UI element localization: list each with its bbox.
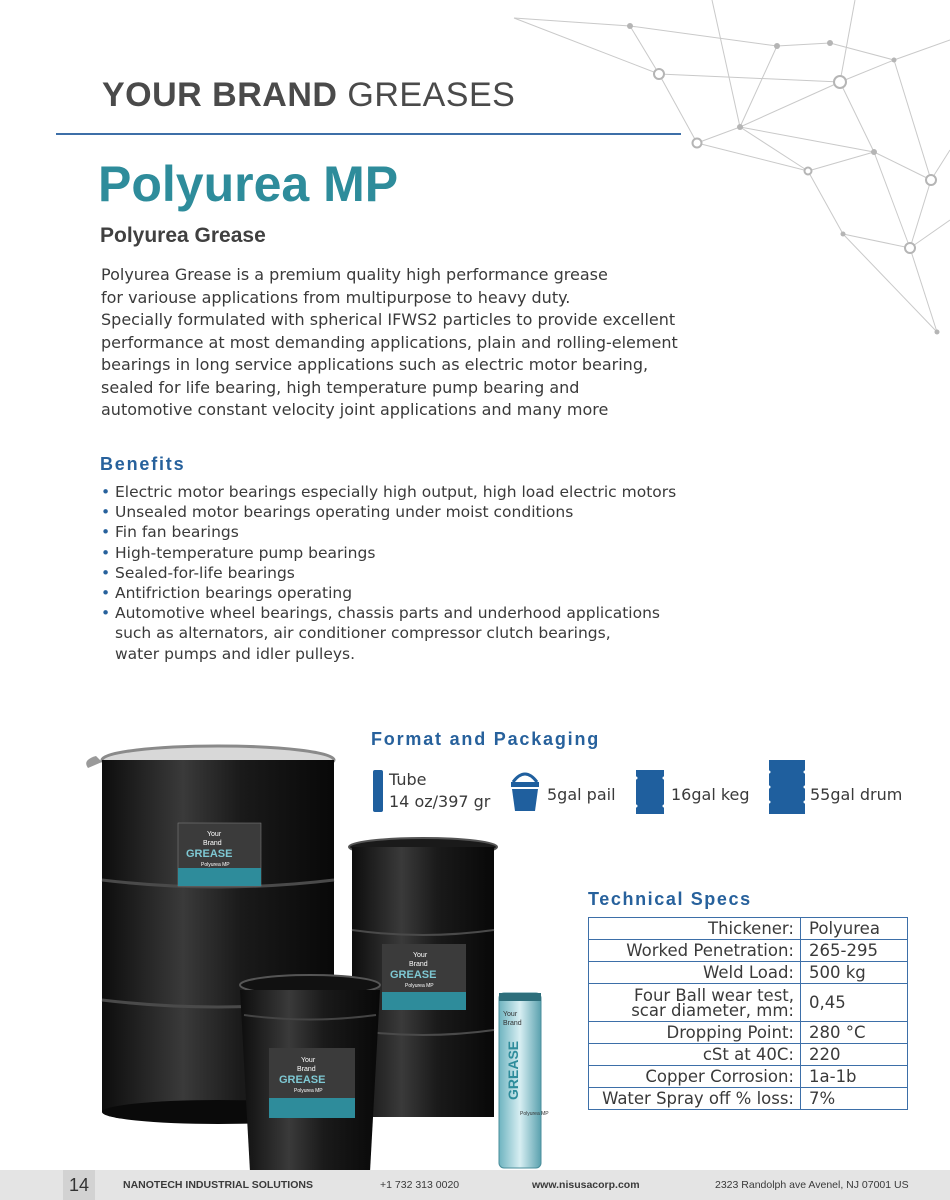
description-line: Polyurea Grease is a premium quality high performance grease <box>101 265 608 284</box>
tube-brand-text: Your <box>503 1011 518 1018</box>
pail-product-text: Polyurea MP <box>294 1088 323 1094</box>
package-drum <box>767 760 907 815</box>
tube-grease-text: GREASE <box>505 1040 521 1100</box>
drum-brand-text: Brand <box>203 840 222 847</box>
page-number: 14 <box>63 1170 95 1200</box>
pail-brand-text: Brand <box>297 1066 316 1073</box>
benefit-item-continued: water pumps and idler pulleys. <box>115 644 356 663</box>
pail-5gal <box>240 975 380 1172</box>
description-line: Specially formulated with spherical IFWS2 particles to provide excellent <box>101 310 676 329</box>
package-label: Tube <box>389 770 427 789</box>
spec-key: cSt at 40C: <box>589 1044 801 1066</box>
package-keg <box>634 770 764 815</box>
description-line: bearings in long service applications such as electric motor bearing, <box>101 355 649 374</box>
footer-website[interactable]: www.nisusacorp.com <box>532 1179 640 1191</box>
keg-product-text: Polyurea MP <box>405 983 434 989</box>
spec-value: 1a-1b <box>801 1066 908 1088</box>
specs-row <box>589 940 908 962</box>
spec-key: Thickener: <box>589 918 801 940</box>
drum-product-text: Polyurea MP <box>201 862 230 868</box>
keg-icon <box>634 770 666 814</box>
description-line: performance at most demanding applications, plain and rolling-element <box>101 332 678 352</box>
drum-grease-text: GREASE <box>186 848 233 860</box>
page-footer <box>0 1170 950 1200</box>
benefit-item: • Fin fan bearings <box>100 522 720 542</box>
footer-company: NANOTECH INDUSTRIAL SOLUTIONS <box>123 1179 313 1191</box>
specs-row <box>589 1022 908 1044</box>
pail-icon <box>508 770 542 812</box>
spec-key-line: scar diameter, mm: <box>631 1000 794 1020</box>
package-label: 5gal pail <box>547 785 616 804</box>
spec-value: 7% <box>801 1088 908 1110</box>
description-line: sealed for life bearing, high temperature pump bearing and <box>101 377 580 397</box>
product-title: Polyurea MP <box>98 156 399 212</box>
spec-key: Water Spray off % loss: <box>589 1088 801 1110</box>
spec-key: Copper Corrosion: <box>589 1066 801 1088</box>
pail-grease-text: GREASE <box>279 1074 326 1086</box>
spec-value: Polyurea <box>801 918 908 940</box>
spec-value: 500 kg <box>801 962 908 984</box>
benefit-item: • Sealed-for-life bearings <box>100 563 720 583</box>
spec-value: 280 °C <box>801 1022 908 1044</box>
brand-title-bold: YOUR BRAND <box>102 76 338 114</box>
keg-brand-text: Your <box>413 952 428 959</box>
specs-row <box>589 1088 908 1110</box>
tube-product-text: Polyurea MP <box>520 1111 549 1117</box>
packaging-heading: Format and Packaging <box>371 729 601 749</box>
benefit-item: • Automotive wheel bearings, chassis parts and underhood applications <box>100 603 720 623</box>
spec-key: Dropping Point: <box>589 1022 801 1044</box>
benefit-item: • High-temperature pump bearings <box>100 543 720 563</box>
benefit-item: • Unsealed motor bearings operating under moist conditions <box>100 502 720 522</box>
spec-key-line: Four Ball wear test, <box>633 985 794 1005</box>
keg-brand-text: Brand <box>409 961 428 968</box>
keg-grease-text: GREASE <box>390 969 437 981</box>
package-tube <box>372 770 502 815</box>
benefits-heading: Benefits <box>100 454 186 474</box>
spec-key <box>589 984 801 1022</box>
brand-title-light: GREASES <box>347 76 516 114</box>
footer-phone: +1 732 313 0020 <box>380 1179 460 1191</box>
description-line: automotive constant velocity joint applications and many more <box>101 400 609 419</box>
header-divider <box>56 133 681 135</box>
drum-icon <box>767 760 807 814</box>
specs-row <box>589 984 908 1022</box>
tube-icon <box>372 770 384 812</box>
benefits-list <box>100 482 720 664</box>
spec-value: 0,45 <box>801 984 908 1022</box>
package-size: 14 oz/397 gr <box>389 792 491 811</box>
package-label: 16gal keg <box>671 785 750 804</box>
spec-value: 220 <box>801 1044 908 1066</box>
benefit-item: • Antifriction bearings operating <box>100 583 720 603</box>
specs-row <box>589 1044 908 1066</box>
tube-14oz <box>499 993 549 1168</box>
spec-key: Weld Load: <box>589 962 801 984</box>
brand-title <box>102 76 515 115</box>
spec-key: Worked Penetration: <box>589 940 801 962</box>
tube-brand-text: Brand <box>503 1020 522 1027</box>
pail-brand-text: Your <box>301 1057 316 1064</box>
spec-value: 265-295 <box>801 940 908 962</box>
specs-table <box>588 917 908 1110</box>
specs-row <box>589 1066 908 1088</box>
drum-brand-text: Your <box>207 831 222 838</box>
specs-row <box>589 962 908 984</box>
benefit-item-continued: such as alternators, air conditioner compressor clutch bearings, <box>115 624 611 643</box>
product-subtitle: Polyurea Grease <box>100 224 266 247</box>
package-label: 55gal drum <box>810 785 903 804</box>
footer-address: 2323 Randolph ave Avenel, NJ 07001 US <box>715 1179 909 1191</box>
benefit-item: • Electric motor bearings especially high output, high load electric motors <box>100 482 720 502</box>
specs-heading: Technical Specs <box>588 889 752 909</box>
description-line: for variouse applications from multipurpose to heavy duty. <box>101 287 571 307</box>
package-pail <box>508 770 628 815</box>
specs-row <box>589 918 908 940</box>
product-description <box>101 264 701 422</box>
